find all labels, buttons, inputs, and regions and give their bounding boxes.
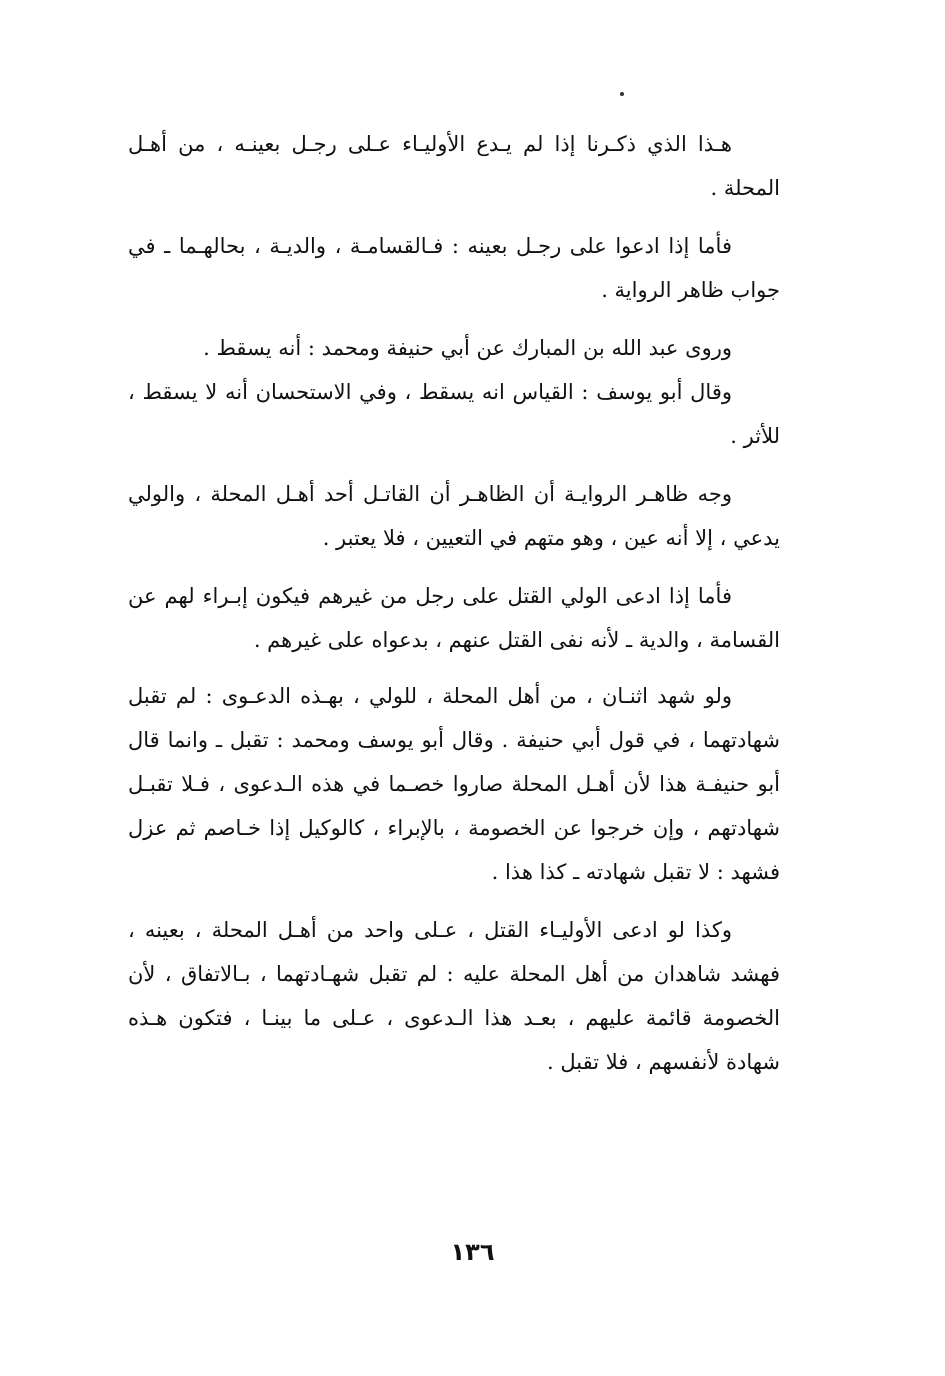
paragraph-1: هـذا الذي ذكـرنا إذا لم يـدع الأوليـاء عـلى رجـل بعينـه ، من أهـل المحلة .: [128, 132, 780, 200]
paragraph-8: وكذا لو ادعى الأوليـاء القتل ، عـلى واحد من أهـل المحلة ، بعينه ، فهشد شاهدان من أهل المحلة عليه : لم تقبل شهـادتهما ، بـالاتفاق ، لأن الخصومة قائمة عليهم ، بعـد هذا الـدعوى ، عـلى ما بينـا ، فتكون هـذه شهادة لأنفسهم ، فلا تقبل .: [128, 918, 780, 1074]
paragraph-3: وروى عبد الله بن المبارك عن أبي حنيفة ومحمد : أنه يسقط .: [203, 336, 732, 360]
paragraph-6: فأما إذا ادعى الولي القتل على رجل من غيرهم فيكون إبـراء لهم عن القسامة ، والدية ـ لأنه نفى القتل عنهم ، بدعواه على غيرهم .: [128, 584, 780, 652]
page-number: ١٣٦: [450, 1238, 495, 1266]
paragraph-7: ولو شهد اثنـان ، من أهل المحلة ، للولي ، بهـذه الدعـوى : لم تقبل شهادتهما ، في قول أبي حنيفة . وقال أبو يوسف ومحمد : تقبل ـ وانما قال أبو حنيفـة هذا لأن أهـل المحلة صاروا خصـما في هذه الـدعوى ، فـلا تقبـل شهادتهم ، وإن خرجوا عن الخصومة ، بالإبراء ، كالوكيل إذا خـاصم ثم عزل فشهد : لا تقبل شهادته ـ كذا هذا .: [128, 684, 780, 884]
ink-dot: [620, 92, 624, 96]
paragraph-5: وجه ظاهـر الروايـة أن الظاهـر أن القاتـل أحد أهـل المحلة ، والولي يدعي ، إلا أنه عين ، وهو متهم في التعيين ، فلا يعتبر .: [128, 482, 780, 550]
paragraph-4: وقال أبو يوسف : القياس انه يسقط ، وفي الاستحسان أنه لا يسقط ، للأثر .: [128, 380, 780, 448]
paragraph-2: فأما إذا ادعوا على رجـل بعينه : فـالقسامـة ، والديـة ، بحالهـما ـ في جواب ظاهر الرواية .: [128, 234, 780, 302]
body-text: [128, 122, 780, 1084]
